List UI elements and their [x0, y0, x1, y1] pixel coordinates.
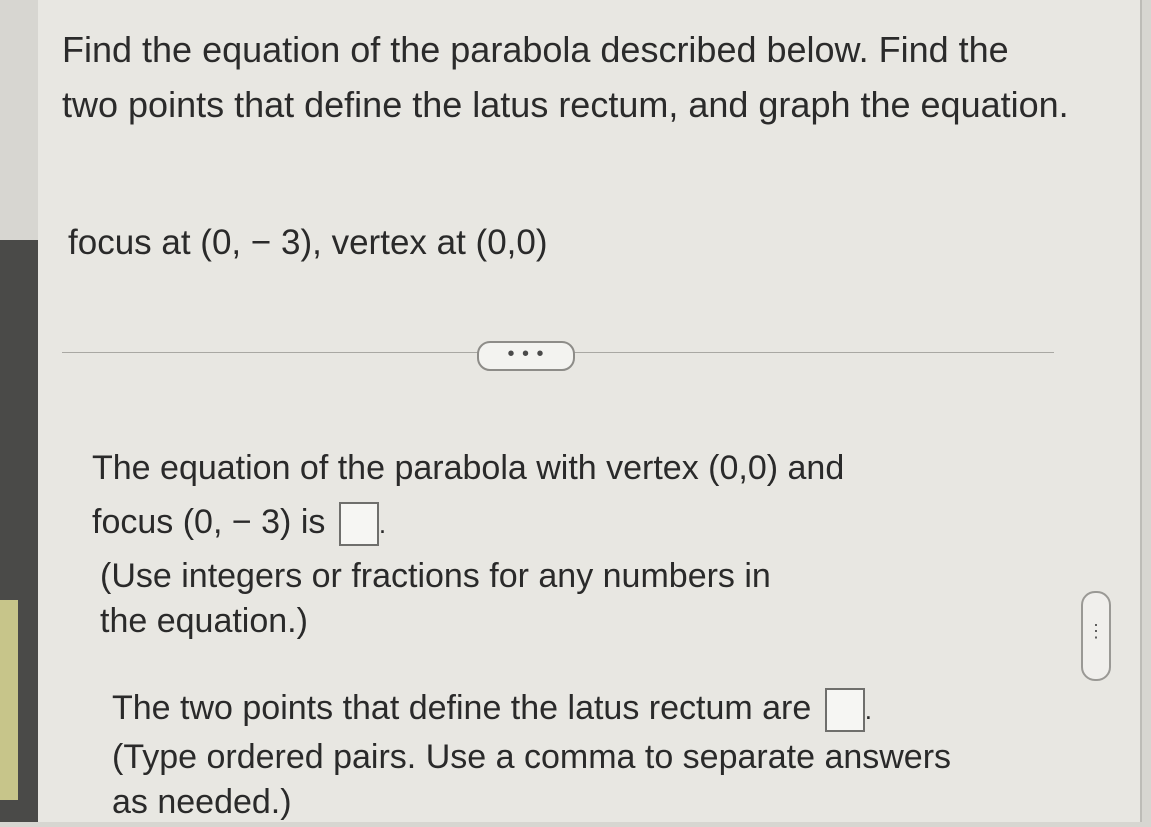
latus-hint-line2: as needed.) [112, 783, 292, 821]
latus-hint-line1: (Type ordered pairs. Use a comma to separate answers [112, 738, 952, 776]
latus-prompt-line [112, 683, 872, 735]
side-panel-handle[interactable]: ⋮ [1081, 591, 1111, 681]
latus-prompt-text: The two points that define the latus rectum are [112, 689, 812, 727]
problem-instruction: Find the equation of the parabola described below. Find the two points that define the latus rectum, and graph the equation. [62, 29, 1069, 125]
equation-prompt-line1: The equation of the parabola with vertex (0,0) and [92, 449, 845, 487]
problem-given: focus at (0, − 3), vertex at (0,0) [68, 223, 548, 262]
left-edge-highlight [0, 600, 18, 800]
equation-hint-line1: (Use integers or fractions for any numbers in [100, 557, 771, 595]
latus-answer-box[interactable] [825, 688, 865, 732]
more-options-button[interactable]: • • • [477, 341, 575, 371]
equation-answer-box[interactable] [339, 502, 379, 546]
latus-period: . [864, 695, 872, 725]
equation-period: . [378, 509, 387, 539]
equation-hint-line2: the equation.) [100, 602, 308, 640]
equation-prompt-line2 [92, 497, 386, 549]
equation-prompt-text: focus (0, − 3) is [92, 503, 326, 541]
